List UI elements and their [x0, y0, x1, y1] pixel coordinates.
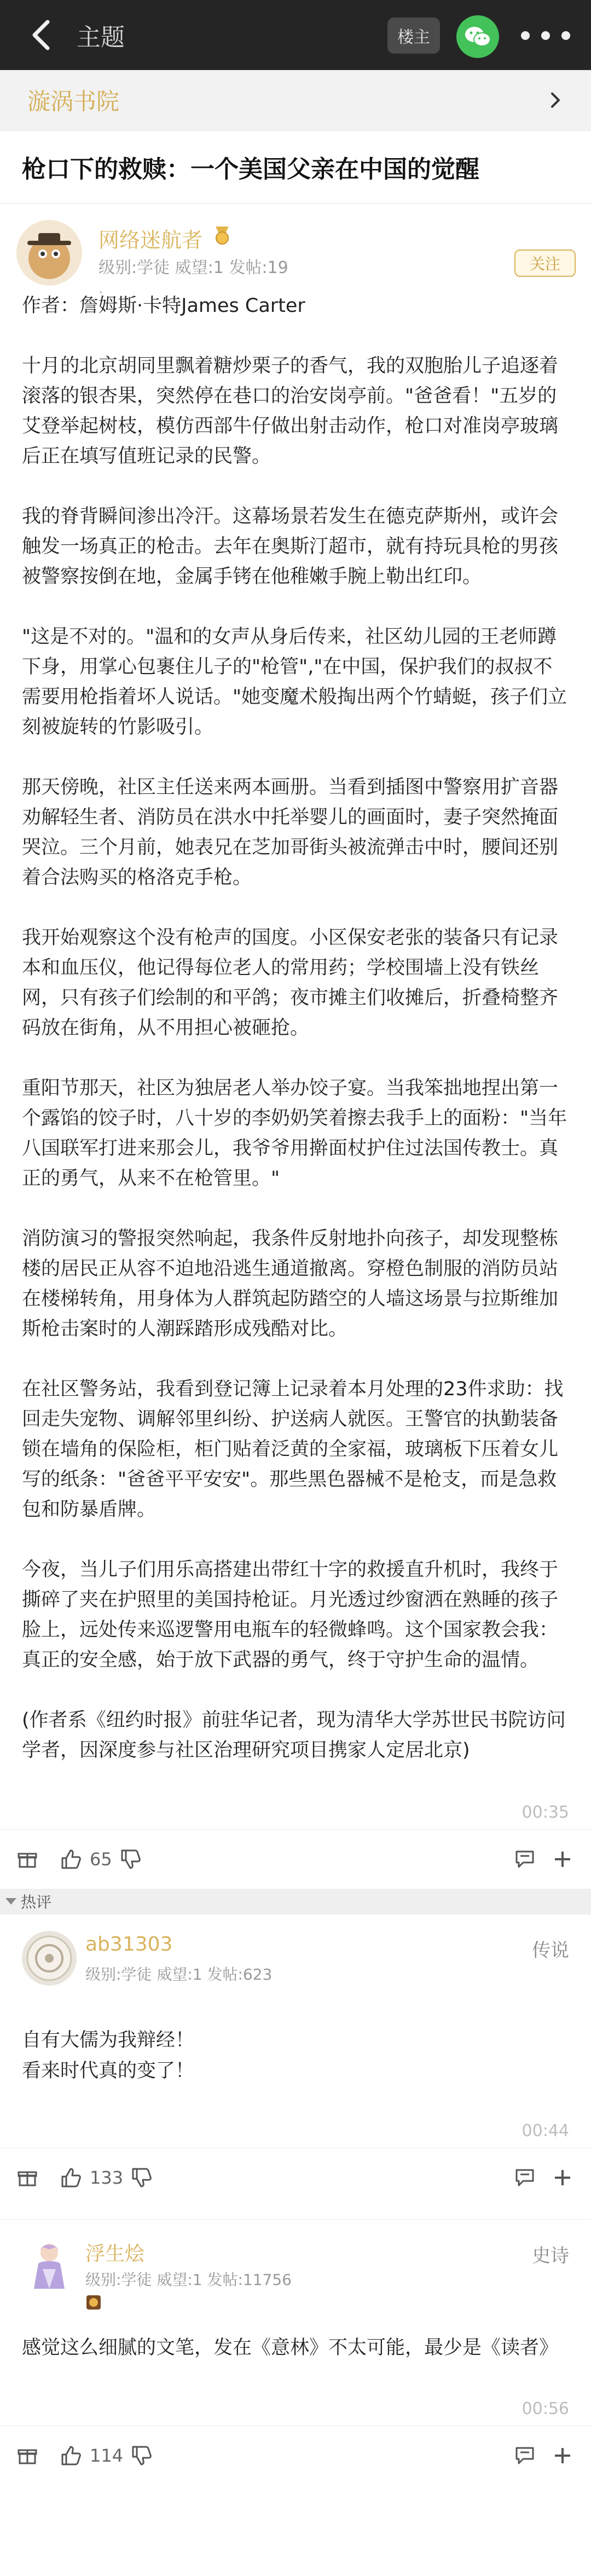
reply-header: [0, 1914, 591, 1997]
post-paragraph: 那天傍晚，社区主任送来两本画册。当看到插图中警察用扩音器劝解轻生者、消防员在洪水中托举婴儿的画面时，妻子突然掩面哭泣。三个月前，她表兄在芝加哥街头被流弹击中时，腰间还别着合法购买的格洛克手枪。: [22, 776, 559, 889]
gift-icon[interactable]: [18, 2446, 37, 2465]
reply-rank-badge: 史诗: [532, 2245, 569, 2267]
reply-content: [0, 2302, 591, 2363]
post-paragraph: 作者：詹姆斯·卡特James Carter: [22, 295, 305, 317]
reply-rank-badge: 传说: [532, 1940, 569, 1962]
post-paragraph: 今夜，当儿子们用乐高搭建出带红十字的救援直升机时，我终于撕碎了夹在护照里的美国持枪证。月光透过纱窗洒在熟睡的孩子脸上，远处传来巡逻警用电瓶车的轻微蜂鸣。这个国家教会我：真正的安全感，始于放下武器的勇气，终于守护生命的温情。: [22, 1559, 559, 1671]
post-paragraph: 十月的北京胡同里飘着糖炒栗子的香气，我的双胞胎儿子追逐着滚落的银杏果，突然停在巷口的治安岗亭前。"爸爸看！"五岁的艾登举起树枝，模仿西部牛仔做出射击动作，枪口对准岗亭玻璃后正在填写值班记录的民警。: [22, 355, 559, 467]
reply-timestamp: 00:44: [522, 2121, 569, 2140]
hot-comments-label: 热评: [21, 1893, 52, 1911]
reply-header: [0, 2220, 591, 2302]
reply-author-meta: 级别:学徒 威望:1 发帖:11756: [85, 2271, 292, 2289]
forum-link[interactable]: [0, 70, 591, 131]
post-author: [0, 204, 591, 297]
reply-timestamp: 00:56: [522, 2399, 569, 2418]
like-control: [60, 2167, 153, 2189]
reply-line: 看来时代真的变了！: [22, 2060, 195, 2082]
like-control: [60, 2445, 153, 2467]
owner-only-button[interactable]: 楼主: [387, 18, 440, 54]
follow-button[interactable]: 关注: [514, 250, 576, 277]
post-paragraph: 我的脊背瞬间渗出冷汗。这幕场景若发生在德克萨斯州，或许会触发一场真正的枪击。去年在奥斯汀超市，就有持玩具枪的男孩被警察按倒在地，金属手铐在他稚嫩手腕上勒出红印。: [22, 506, 559, 588]
plus-icon[interactable]: [553, 1849, 572, 1869]
reply-action-bar: [0, 2426, 591, 2485]
gift-icon[interactable]: [18, 1849, 37, 1869]
forum-name: 漩涡书院: [27, 88, 120, 115]
hot-comments-header: [0, 1889, 591, 1914]
plus-icon[interactable]: [553, 2446, 572, 2465]
reply-item: [0, 1914, 591, 2207]
avatar[interactable]: [22, 2236, 77, 2291]
post-paragraph: 消防演习的警报突然响起，我条件反射地扑向孩子，却发现整栋楼的居民正从容不迫地沿逃生通道撤离。穿橙色制服的消防员站在楼梯转角，用身体为人群筑起防踏空的人墙这场景与拉斯维加斯枪击案时的人潮踩踏形成残酷对比。: [22, 1228, 559, 1340]
post-timestamp: 00:35: [522, 1803, 569, 1822]
plus-icon[interactable]: [553, 2168, 572, 2188]
reply-item: [0, 2219, 591, 2485]
post-paragraph: "这是不对的。"温和的女声从身后传来，社区幼儿园的王老师蹲下身，用掌心包裹住儿子的"枪管","在中国，保护我们的叔叔不需要用枪指着坏人说话。"她变魔术般掏出两个竹蜻蜓，孩子们立刻被旋转的竹影吸引。: [22, 626, 567, 738]
thumbs-down-icon[interactable]: [120, 1848, 142, 1870]
reply-action-bar: [0, 2148, 591, 2207]
reply-author-meta: 级别:学徒 威望:1 发帖:623: [85, 1965, 273, 1983]
gift-icon[interactable]: [18, 2168, 37, 2188]
wechat-share-icon[interactable]: [456, 15, 499, 58]
reply-author-name[interactable]: ab31303: [85, 1933, 173, 1956]
thumbs-up-icon[interactable]: [60, 1848, 82, 1870]
post-paragraph: 重阳节那天，社区为独居老人举办饺子宴。当我笨拙地捏出第一个露馅的饺子时，八十岁的李奶奶笑着擦去我手上的面粉："当年八国联军打进来那会儿，我爷爷用擀面杖护住过法国传教士。真正的勇气，从来不在枪管里。": [22, 1077, 567, 1190]
reply-line: 自有大儒为我辩经！: [22, 2029, 195, 2051]
chevron-right-icon: [547, 92, 564, 108]
page-title: 主题: [77, 24, 125, 51]
post-paragraph: (作者系《纽约时报》前驻华记者，现为清华大学苏世民书院访问学者，因深度参与社区治理研究项目携家人定居北京): [22, 1709, 566, 1761]
top-bar: [0, 0, 591, 70]
back-arrow-icon[interactable]: [22, 16, 60, 54]
avatar[interactable]: [22, 1931, 77, 1986]
thumbs-down-icon[interactable]: [131, 2167, 153, 2189]
like-control: [60, 1848, 142, 1870]
collapse-triangle-icon[interactable]: [5, 1898, 16, 1905]
post-paragraph: 我开始观察这个没有枪声的国度。小区保安老张的装备只有记录本和血压仪，他记得每位老人的常用药；学校围墙上没有铁丝网，只有孩子们绘制的和平鸽；夜市摊主们收摊后，折叠椅整齐码放在街角，从不用担心被砸抢。: [22, 927, 559, 1039]
post-title: 枪口下的救赎：一个美国父亲在中国的觉醒: [0, 131, 591, 204]
thumbs-down-icon[interactable]: [131, 2445, 153, 2467]
reply-author-name[interactable]: 浮生烩: [85, 2243, 145, 2265]
post-body: [0, 291, 591, 1766]
like-count: 114: [90, 2445, 124, 2466]
thumbs-up-icon[interactable]: [60, 2167, 82, 2189]
author-meta: 级别:学徒 威望:1 发帖:19: [99, 258, 288, 277]
author-signature: .: [99, 279, 103, 297]
medal-icon: [213, 225, 231, 245]
like-count: 65: [90, 1849, 112, 1870]
reply-line: 感觉这么细腻的文笔，发在《意林》不太可能，最少是《读者》: [22, 2337, 559, 2359]
comment-icon[interactable]: [514, 2168, 535, 2188]
comment-icon[interactable]: [514, 2446, 535, 2465]
medal-icon: [85, 2294, 102, 2311]
like-count: 133: [90, 2167, 124, 2188]
post-action-bar: [0, 1829, 591, 1889]
more-menu-icon[interactable]: [521, 22, 570, 49]
post-paragraph: 在社区警务站，我看到登记簿上记录着本月处理的23件求助：找回走失宠物、调解邻里纠纷、护送病人就医。王警官的执勤装备锁在墙角的保险柜，柜门贴着泛黄的全家福，玻璃板下压着女儿写的纸条："爸爸平平安安"。那些黑色器械不是枪支，而是急救包和防暴盾牌。: [22, 1378, 564, 1521]
thumbs-up-icon[interactable]: [60, 2445, 82, 2467]
reply-content: [0, 1997, 591, 2086]
comment-icon[interactable]: [514, 1849, 535, 1869]
avatar[interactable]: [16, 220, 82, 286]
author-name[interactable]: 网络迷航者: [99, 228, 203, 252]
